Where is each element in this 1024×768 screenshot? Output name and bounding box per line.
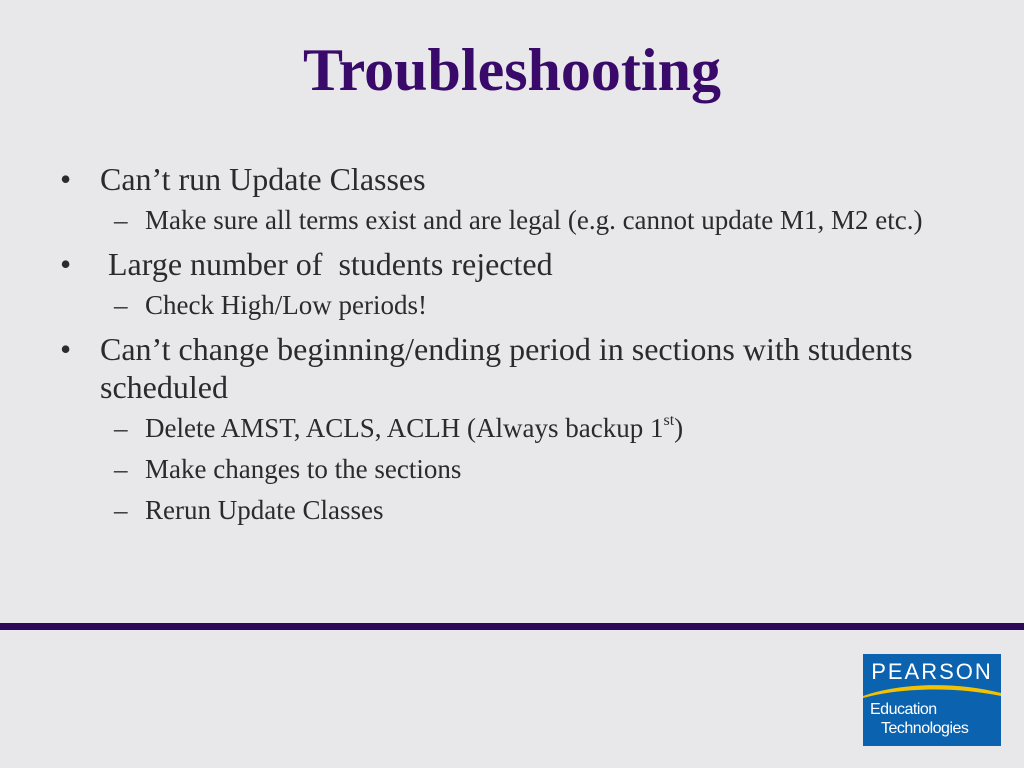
bullet-marker: • <box>60 161 72 197</box>
logo-swoosh-icon <box>863 684 1001 698</box>
bullet-text: Large number of students rejected <box>100 246 553 282</box>
sub-bullet-item <box>58 412 988 445</box>
pearson-logo <box>863 654 1001 746</box>
footer-divider <box>0 623 1024 630</box>
sub-bullet-marker: – <box>114 205 128 235</box>
bullet-marker: • <box>60 331 72 367</box>
bullet-item <box>58 160 988 198</box>
sub-bullet-text: Make sure all terms exist and are legal (e.g. cannot update M1, M2 etc.) <box>145 205 923 235</box>
bullet-list <box>58 154 988 527</box>
logo-brand-text: PEARSON <box>871 659 993 684</box>
slide-title: Troubleshooting <box>303 37 721 103</box>
bullet-text: Can’t run Update Classes <box>100 161 426 197</box>
bullet-marker: • <box>60 246 72 282</box>
bullet-item <box>58 245 988 283</box>
sub-bullet-marker: – <box>114 454 128 484</box>
sub-bullet-marker: – <box>114 290 128 320</box>
sub-bullet-marker: – <box>114 495 128 525</box>
superscript: st <box>663 412 675 429</box>
sub-bullet-text: Check High/Low periods! <box>145 290 427 320</box>
sub-bullet-item <box>58 289 988 322</box>
logo-line-technologies: Technologies <box>881 720 969 737</box>
sub-bullet-item <box>58 453 988 486</box>
bullet-text: Can’t change beginning/ending period in sections with students scheduled <box>100 331 913 405</box>
sub-bullet-text: Rerun Update Classes <box>145 495 384 525</box>
bullet-item <box>58 330 988 406</box>
sub-bullet-text-end: ) <box>674 413 684 443</box>
sub-bullet-text: Make changes to the sections <box>145 454 462 484</box>
sub-bullet-item <box>58 494 988 527</box>
sub-bullet-marker: – <box>114 413 128 443</box>
sub-bullet-text-main: Delete AMST, ACLS, ACLH (Always backup 1 <box>145 413 664 443</box>
sub-bullet-text <box>145 413 683 443</box>
sub-bullet-item <box>58 204 988 237</box>
logo-line-education: Education <box>870 701 937 718</box>
